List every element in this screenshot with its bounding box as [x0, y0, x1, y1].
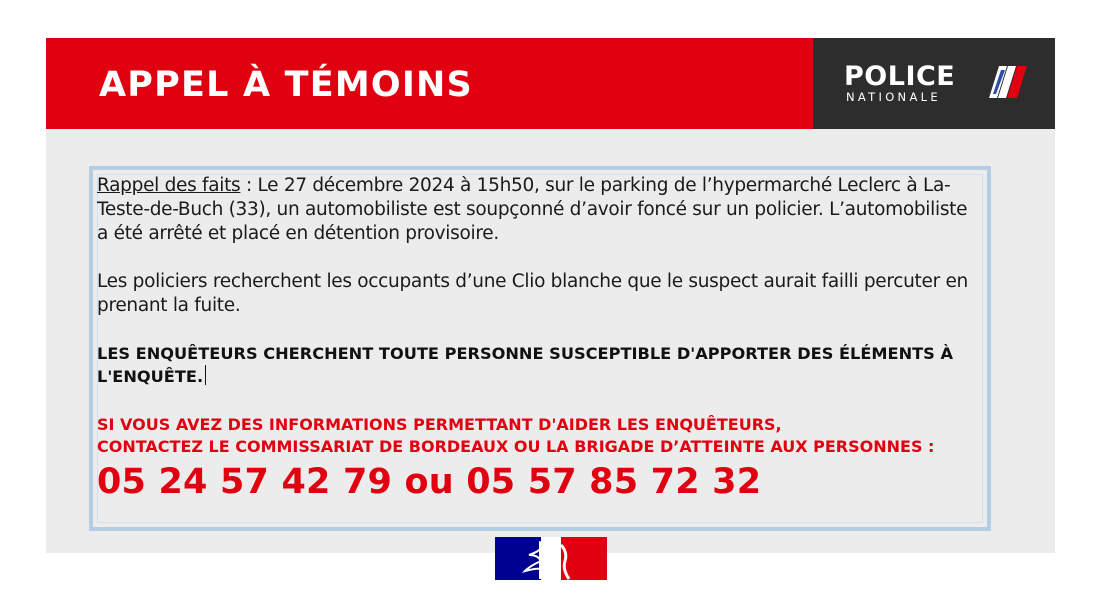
- police-flag-icon: [987, 64, 1029, 100]
- contact-line-2: CONTACTEZ LE COMMISSARIAT DE BORDEAUX OU LA BRIGADE D’ATTEINTE AUX PERSONNES :: [97, 437, 935, 456]
- header-banner: [46, 38, 813, 129]
- page-title: APPEL À TÉMOINS: [99, 65, 473, 105]
- facts-paragraph: [97, 174, 977, 246]
- text-cursor: [205, 365, 206, 385]
- logo-police-text: POLICE: [844, 61, 956, 92]
- logo-nationale-text: NATIONALE: [846, 90, 941, 104]
- search-paragraph: Les policiers recherchent les occupants d’une Clio blanche que le suspect aurait failli percuter en prenant la fuite.: [97, 271, 968, 316]
- facts-text: : Le 27 décembre 2024 à 15h50, sur le parking de l’hypermarché Leclerc à La-Teste-de-Buch (33), un automobiliste est soupçonné d’avoir foncé sur un policier. L’automobiliste a été arrêté et placé en détention provisoire.: [97, 175, 968, 244]
- investigators-text: LES ENQUÊTEURS CHERCHENT TOUTE PERSONNE SUSCEPTIBLE D'APPORTER DES ÉLÉMENTS À L'ENQUÊTE.: [97, 344, 953, 386]
- contact-paragraph: [97, 414, 997, 458]
- police-nationale-logo: [813, 38, 1055, 129]
- marianne-logo-icon: [495, 537, 607, 580]
- facts-label: Rappel des faits: [97, 175, 241, 196]
- investigators-paragraph: [97, 343, 987, 388]
- contact-line-1: SI VOUS AVEZ DES INFORMATIONS PERMETTANT D'AIDER LES ENQUÊTEURS,: [97, 415, 782, 434]
- phone-numbers: 05 24 57 42 79 ou 05 57 85 72 32: [97, 462, 762, 502]
